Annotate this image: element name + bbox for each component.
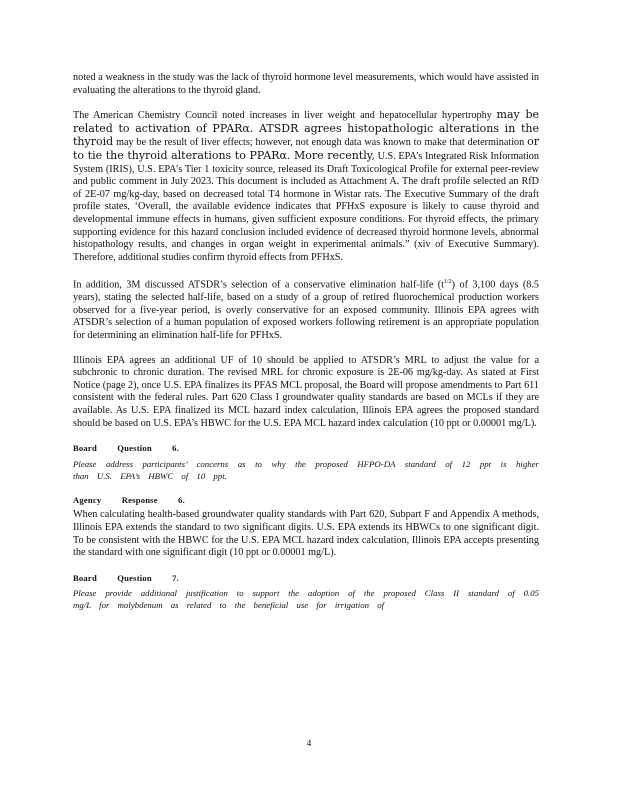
- board-question-6-heading: Board Question 6.: [73, 443, 180, 454]
- paragraph-thyroid-weakness: noted a weakness in the study was the lack of thyroid hormone level measurements, which would have assisted in evaluating the alterations to the thyroid gland.: [73, 72, 539, 96]
- agency-response-6-text: When calculating health-based groundwater quality standards with Part 620, Subpart F and Appendix A methods, Illinois EPA extends the standard to two significant digits. U.S. EPA extends its HBWCs to one significant digit. To be consistent with the HBWC for the U.S. EPA MCL hazard index calculation, Illinois EPA accepts presenting the standard with one significant digit (10 ppt or 0.00001 mg/L).: [73, 509, 539, 559]
- agency-response-6-heading: Agency Response 6.: [73, 494, 185, 505]
- half-life-superscript: 1/2: [444, 279, 452, 286]
- paragraph-uncertainty-factor: Illinois EPA agrees an additional UF of 10 should be applied to ATSDR’s MRL to adjust the value for a subchronic to chronic duration. The revised MRL for chronic exposure is 2E-06 mg/kg-day. As stated at First Notice (page 2), once U.S. EPA finalizes its PFAS MCL proposal, the Board will propose amendments to Part 611 consistent with the federal rules. Part 620 Class I groundwater quality standards are based on MCLs if they are available. As U.S. EPA finalized its MCL hazard index calculation, Illinois EPA agrees the proposed standard should be based on U.S. EPA’s HBWC for the U.S. EPA MCL hazard index calculation (10 ppt or 0.00001 mg/L).: [73, 354, 539, 429]
- document-page: [73, 72, 539, 623]
- half-life-intro: In addition, 3M discussed ATSDR’s selection of a conservative elimination half-life (t: [73, 279, 444, 291]
- board-question-7-heading: Board Question 7.: [73, 572, 180, 583]
- paragraph-half-life: [73, 276, 539, 342]
- acc-sentence: The American Chemistry Council noted increases in liver weight and hepatocellular hypertrophy: [73, 110, 492, 122]
- iris-sentence: U.S. EPA’s Integrated Risk Information System (IRIS), U.S. EPA’s Tier 1 toxicity source, released its Draft Toxicological Profile for external peer-review and public comment in July 2023. This document is included as Attachment A. The draft profile selected an RfD of 2E-07 mg/kg-day, based on decreased total T4 hormone in Wistar rats. The Executive Summary of the draft profile states, ‘Overall, the available evidence indicates that PFHxS exposure is likely to cause thyroid and developmental immune effects in humans, given sufficient exposure conditions. For thyroid effects, the primary supporting evidence for this hazard conclusion included evidence of decreased thyroid hormone levels, abnormal histopathology results, and changes in organ weight in experimental animals.” (xiv of Executive Summary). Therefore, additional studies confirm thyroid effects from PFHxS.: [73, 150, 539, 263]
- page-number: 4: [306, 738, 312, 748]
- board-question-7-text: Please provide additional justification to support the adoption of the proposed Class II standard of 0.05 mg/L for molybdenum as related to the beneficial use for irrigation of: [73, 588, 539, 611]
- half-life-body: ) of 3,100 days (8.5 years), stating the selected half-life, based on a study of a group of retired fluorochemical production workers observed for a five-year period, is overly conservative for an exposed community. Illinois EPA agrees with ATSDR’s selection of a human population of exposed workers following retirement is an appropriate population for determining an elimination half-life for PFHxS.: [73, 279, 539, 342]
- paragraph-american-chemistry-council: [73, 109, 539, 264]
- liver-effects-sentence: may be the result of liver effects; however, not enough data was known to make that determination: [116, 137, 525, 149]
- board-question-6-text: Please address participants’ concerns as to why the proposed HFPO-DA standard of 12 ppt is higher than U.S. EPA’s HBWC of 10 ppt.: [73, 458, 539, 481]
- ppar-tie-sentence: or to tie the thyroid alterations to PPARα. More recently,: [73, 135, 540, 162]
- ppar-sentence: may be related to activation of PPARα. ATSDR agrees histopathologic alterations in the thyroid: [73, 108, 539, 149]
